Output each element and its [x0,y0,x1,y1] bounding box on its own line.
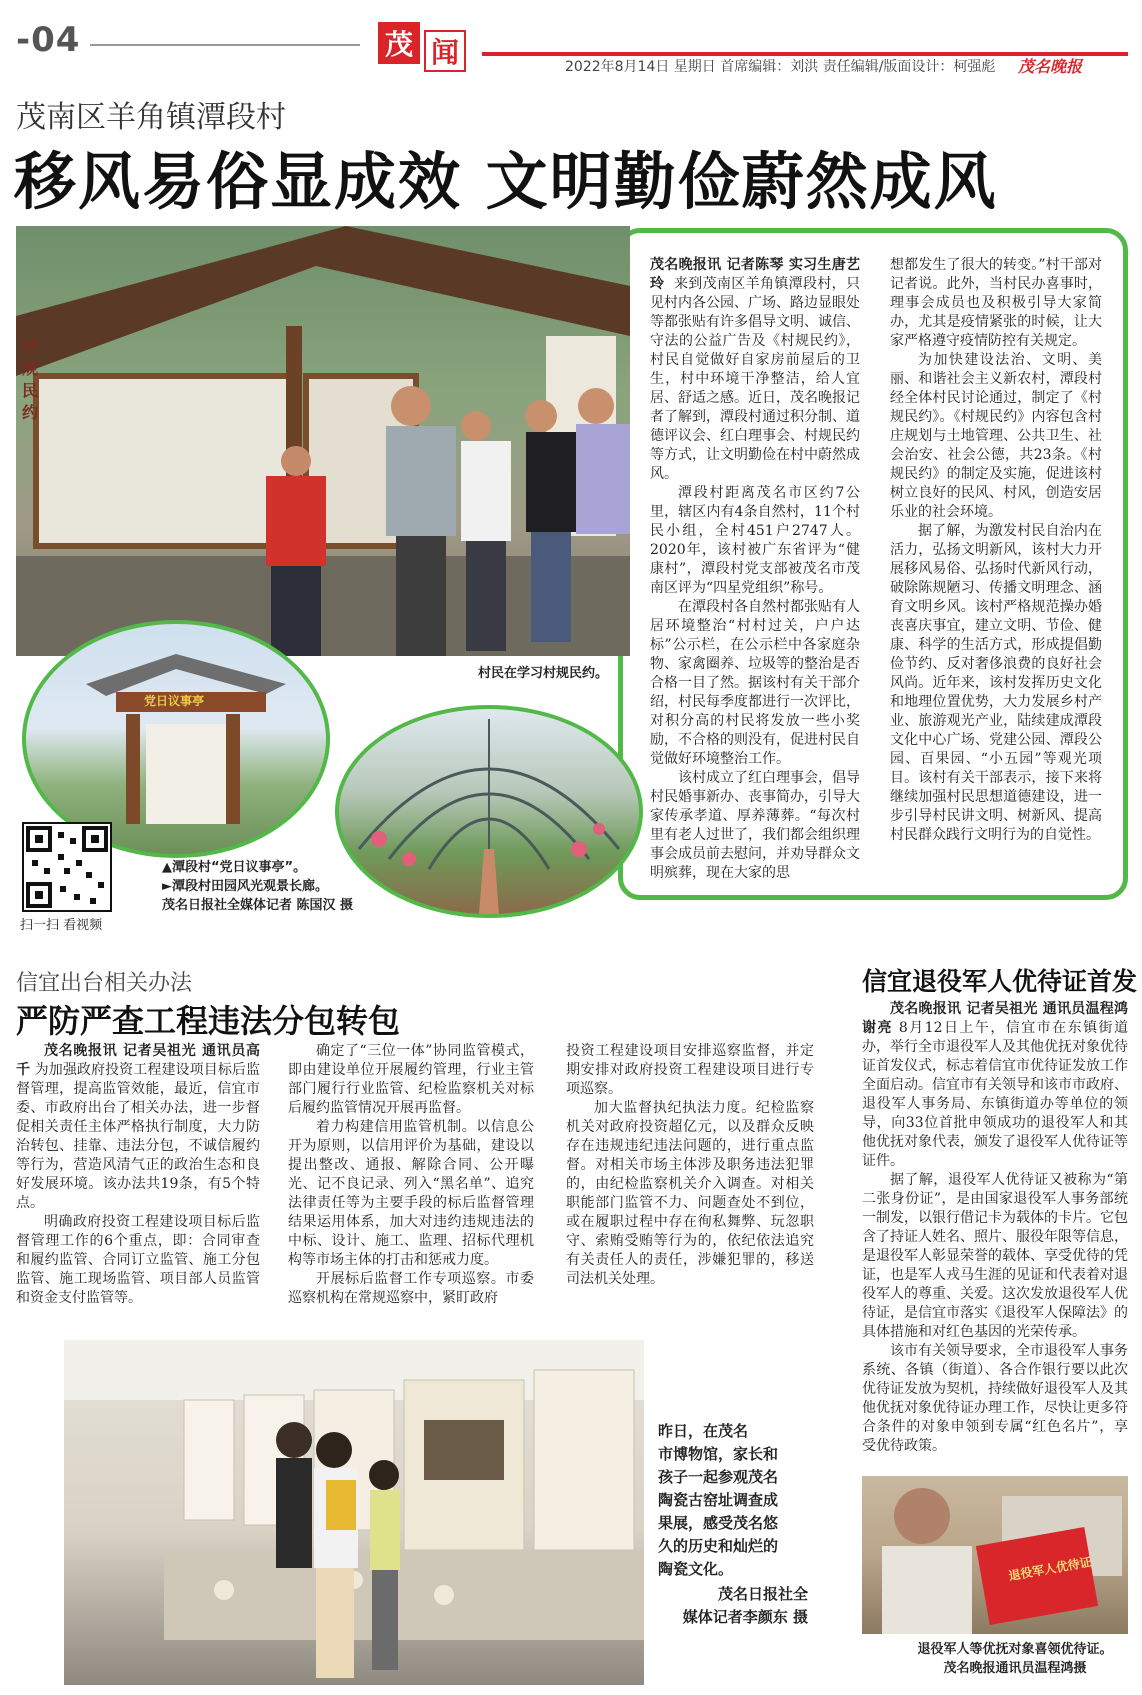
story2-column-2 [288,1042,534,1308]
villagers-photo [16,226,630,656]
lead-paragraph: 来到茂南区羊角镇潭段村，只见村内各公园、广场、路边显眼处等都张贴有许多倡导文明、诚信、守法的公益广告及《村规民约》，村民自觉做好自家房前屋后的卫生，村中环境干净整洁，给人宜居、舒适之感。近日，茂名晚报记者了解到，潭段村通过积分制、道德评议会、红白理事会、村规民约等方式，让文明勤俭在村中蔚然成风。 [650,276,861,482]
pavilion-drawing [26,624,326,854]
lead-kicker: 茂南区羊角镇潭段村 [16,100,286,135]
veteran-card-text: 退役军人优待证 [1007,1554,1093,1584]
corridor-circle-photo [335,705,643,918]
qr-code[interactable] [22,822,112,912]
story3-paragraph: 8月12日上午，信宜市在东镇街道办，举行全市退役军人及其他优抚对象优待证首发仪式，标志着信宜市优待证发放工作全面启动。信宜市有关领导和该市市政府、退役军人事务局、东镇街道办等单位的领导，向33位首批申领成功的退役军人和其他优抚对象代表，颁发了退役军人优待证等证件。 [862,1020,1128,1169]
qr-code-pattern [24,824,110,910]
museum-caption-line: 孩子一起参观茂名 [658,1468,779,1486]
story2-paragraph: 着力构建信用监管机制。以信息公开为原则，以信用评价为基础，建设以提出整改、通报、解除合同、公开曝光、记不良记录、列入“黑名单”、追究法律责任等为主要手段的标后监督管理结果运用体系，加大对违约违规违法的中标、设计、施工、监理、招标代理机构等市场主体的打击和惩戒力度。 [288,1119,534,1268]
section-logo-char-2: 闻 [424,30,466,72]
qr-caption: 扫一扫 看视频 [20,918,103,933]
pavilion-illustration [16,226,630,656]
story2-column-1 [16,1042,260,1308]
story2-paragraph: 明确政府投资工程建设项目标后监督管理工作的6个重点，即：合同审查和履约监管、合同订立监管、施工分包监管、施工现场监管、项目部人员监管和资金支付监管等。 [16,1214,260,1306]
museum-credit-line: 茂名日报社全 [717,1585,808,1603]
lead-paragraph: 为加快建设法治、文明、美丽、和谐社会主义新农村，潭段村经全体村民讨论通过，制定了《村规民约》。《村规民约》内容包含村庄规划与土地管理、公共卫生、社会治安、社会公德，共23条。《村规民约》的制定及实施，促进该村树立良好的民风、村风，创造安居乐业的社会环境。 [890,352,1102,520]
dateline: 2022年8月14日 星期日 首席编辑：刘洪 责任编辑/版面设计：柯强彪 [565,59,996,75]
lead-byline: 茂名晚报讯 记者陈琴 实习生唐艺玲 [650,257,860,292]
village-rules-sign: 村规民约 [22,337,39,422]
lead-paragraph: 在潭段村各自然村都张贴有人居环境整治“村村过关，户户达标”公示栏，在公示栏中各家庭杂物、家禽圈养、垃圾等的整治是否合格一目了然。据该村有关干部介绍，村民每季度都进行一次评比，对积分高的村民将发放一些小奖励，不合格的则没有，促进村民自觉做好环境整治工作。 [650,599,860,767]
story2-paragraph: 开展标后监督工作专项巡察。市委巡察机构在常规巡察中，紧盯政府 [288,1271,534,1306]
story3-paragraph: 据了解，退役军人优待证又被称为“第二张身份证”，是由国家退役军人事务部统一制发，以银行借记卡为载体的卡片。它包含了持证人姓名、照片、服役年限等信息，是退役军人彰显荣誉的载体、享受优待的凭证，也是军人戎马生涯的见证和代表着对退役军人的尊重、关爱。这次发放退役军人优待证，是信宜市落实《退役军人保障法》的具体措施和对红色基因的光荣传承。 [862,1172,1128,1340]
lead-headline: 移风易俗显成效 文明勤俭蔚然成风 [14,145,998,218]
villagers-photo-caption: 村民在学习村规民约。 [478,666,609,681]
page-number: -04 [16,20,81,60]
section-logo-char-1: 茂 [378,22,420,64]
lead-column-2 [890,256,1102,845]
brand-logo: 茂名晚报 [1018,57,1083,76]
corridor-caption-line: ►潭段村田园风光观景长廊。 [162,879,328,894]
story2-headline: 严防严查工程违法分包转包 [16,1002,401,1040]
veteran-photo [862,1476,1128,1634]
circle-photo-credit: 茂名日报社全媒体记者 陈国汉 摄 [162,898,354,913]
museum-caption-line: 市博物馆，家长和 [658,1445,779,1463]
header-rule [90,44,360,46]
museum-photo [64,1340,644,1685]
veteran-caption-credit: 茂名晚报通讯员温程鸿摄 [943,1661,1087,1676]
corridor-drawing [339,709,639,914]
pavilion-caption-line: ▲潭段村“党日议事亭”。 [162,860,307,875]
story2-column-3 [566,1042,814,1289]
story2-paragraph: 加大监督执纪执法力度。纪检监察机关对政府投资超亿元，以及群众反映存在违规违纪违法问题的，进行重点监督。对相关市场主体涉及职务违法犯罪的，由纪检监察机关介入调查。对相关职能部门监管不力、问题查处不到位，或在履职过程中存在徇私舞弊、玩忽职守、索贿受贿等行为的，依纪依法追究有关责任人的责任，涉嫌犯罪的，移送司法机关处理。 [566,1100,814,1287]
museum-credit [658,1583,808,1629]
museum-caption-line: 昨日，在茂名 [658,1422,749,1440]
story2-byline: 茂名晚报讯 记者吴祖光 通讯员高千 [16,1043,260,1078]
story3-headline: 信宜退役军人优待证首发 [862,967,1138,996]
story3-text [862,1000,1128,1456]
museum-credit-line: 媒体记者李颜东 摄 [682,1608,808,1626]
museum-caption-line: 果展，感受茂名悠 [658,1514,779,1532]
museum-caption [658,1420,808,1629]
lead-paragraph: 潭段村距离茂名市区约7公里，辖区内有4条自然村，11个村民小组，全村451户2747人。2020年，该村被广东省评为“健康村”，潭段村党支部被茂名市茂南区评为“四星党组织”称号。 [650,485,860,596]
story2-paragraph: 确定了“三位一体”协同监管模式，即由建设单位开展履约管理，行业主管部门履行行业监管、纪检监察机关对标后履约监管情况开展再监督。 [288,1043,534,1116]
lead-paragraph: 据了解，为激发村民自治内在活力，弘扬文明新风，该村大力开展移风易俗、弘扬时代新风行动，破除陈规陋习、传播文明理念、涵育文明乡风。该村严格规范操办婚丧喜庆事宜，建立文明、节俭、健康、科学的生活方式，形成提倡勤俭节约、反对奢侈浪费的良好社会风尚。近年来，该村发挥历史文化和地理位置优势，大力发展乡村产业、旅游观光产业，陆续建成潭段文化中心广场、党建公园、潭段公园、百果园、“小五园”等观光项目。该村有关干部表示，接下来将继续加强村民思想道德建设，进一步引导村民讲文明、树新风、提高村民群众践行文明行为的自觉性。 [890,523,1102,843]
lead-paragraph: 该村成立了红白理事会，倡导村民婚事新办、丧事简办，引导大家传承孝道、厚养薄葬。“每次村里有老人过世了，我们都会组织理事会成员前去慰问，并劝导群众文明殡葬，现在大家的思 [650,770,860,881]
story2-paragraph: 投资工程建设项目安排巡察监督，并定期安排对政府投资工程建设项目进行专项巡察。 [566,1043,814,1097]
story2-kicker: 信宜出台相关办法 [16,971,193,996]
story3-byline: 茂名晚报讯 记者吴祖光 通讯员温程鸿 谢亮 [862,1001,1128,1036]
veteran-caption-line: 退役军人等优抚对象喜领优待证。 [917,1642,1113,1657]
museum-caption-line: 陶瓷古窑址调查成 [658,1491,779,1509]
story3-paragraph: 该市有关领导要求，全市退役军人事务系统、各镇（街道）、各合作银行要以此次优待证发放为契机，持续做好退役军人及其他优抚对象优待证办理工作，尽快让更多符合条件的对象申领到专属“红色名片”，享受优待政策。 [862,1343,1128,1454]
circle-photos-caption [162,858,353,915]
museum-caption-line: 陶瓷文化。 [658,1560,734,1578]
veteran-photo-caption [900,1640,1130,1678]
story2-paragraph: 为加强政府投资工程建设项目标后监督管理，提高监管效能，最近，信宜市委、市政府出台了相关办法，进一步督促相关责任主体严格执行制度，大力防治转包、挂靠、违法分包，不诚信履约等行为，营造风清气正的政治生态和良好发展环境。该办法共19条，有5个特点。 [16,1062,261,1211]
museum-caption-line: 久的历史和灿烂的 [658,1537,779,1555]
museum-drawing [64,1340,644,1685]
lead-paragraph: 想都发生了很大的转变。”村干部对记者说。此外，当村民办喜事时，理事会成员也及积极引导大家简办，尤其是疫情紧张的时候，让大家严格遵守疫情防控有关规定。 [890,257,1102,349]
lead-column-1 [650,256,860,883]
pavilion-sign: 党日议事亭 [144,694,205,708]
